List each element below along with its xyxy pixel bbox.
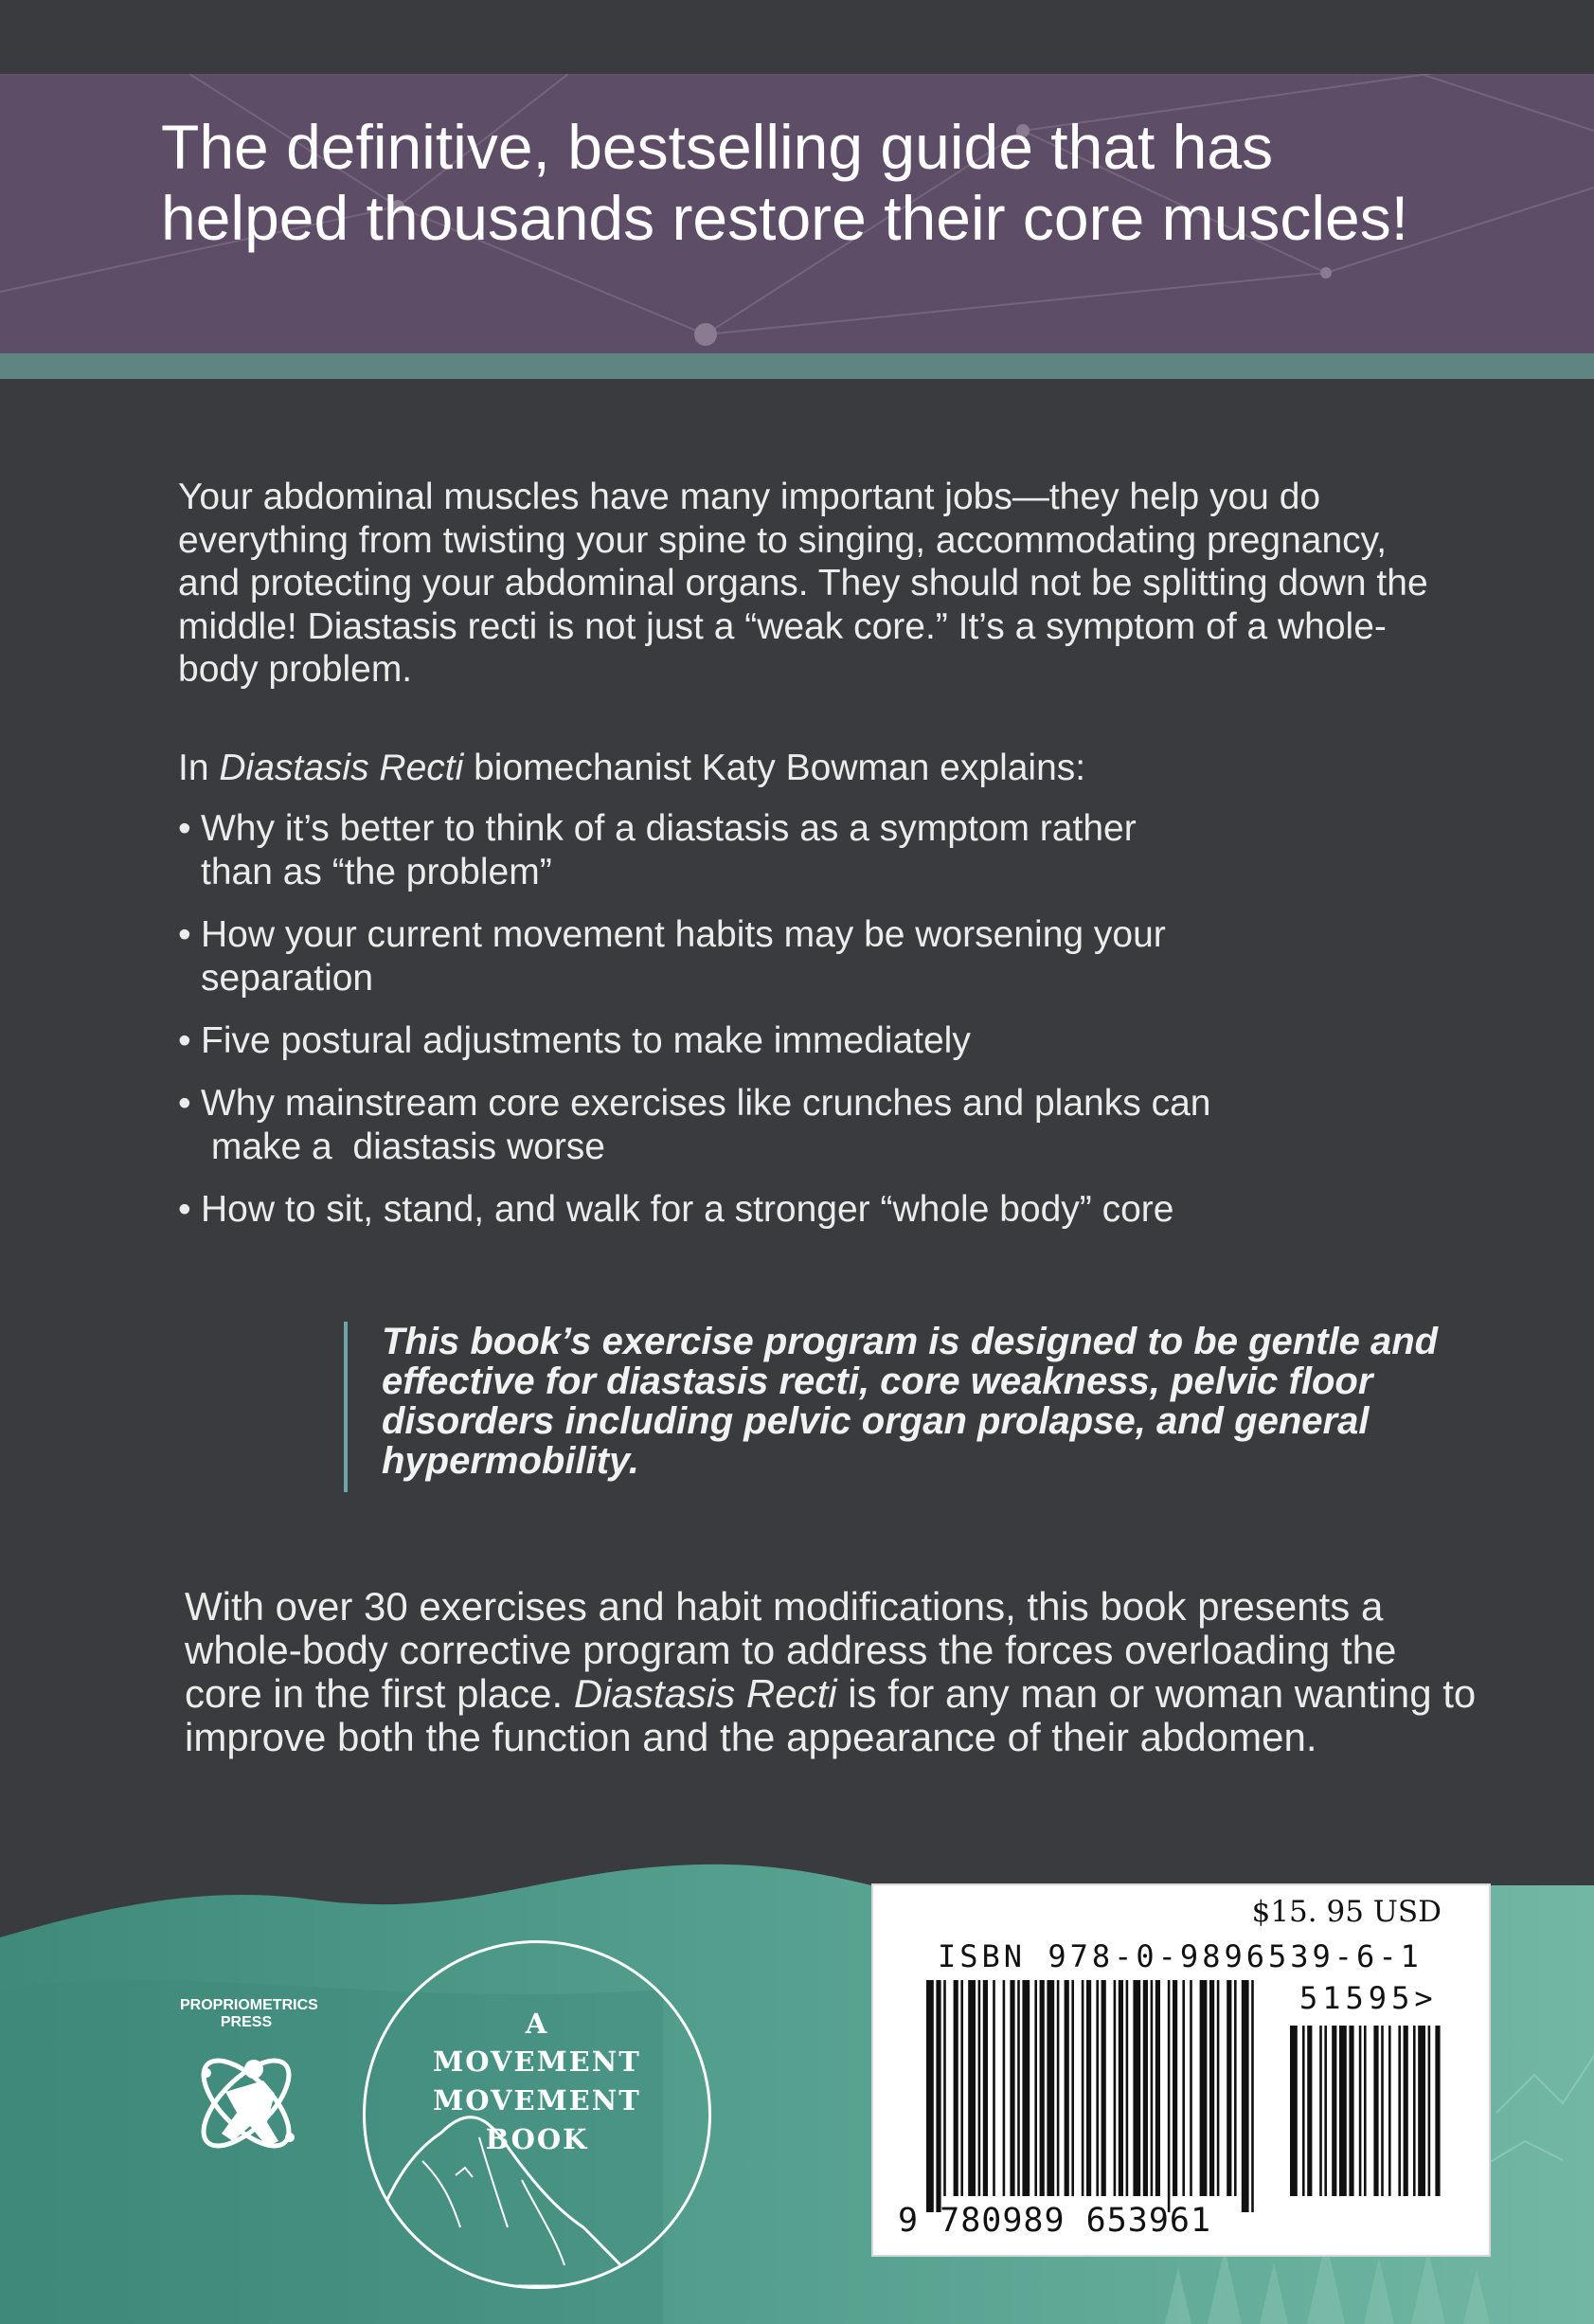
list-item (178, 1082, 1409, 1169)
barcode-bar (1227, 1980, 1231, 2196)
ean-digits: 9 780989 653961 (898, 2202, 1212, 2240)
barcode-bar (1017, 1980, 1020, 2196)
barcode-bar (1096, 1980, 1099, 2196)
pull-quote-text: This book’s exercise program is designed to be gentle and effective for diastasis recti, core weakness, pelvic floor disorders including pelvic organ prolapse, and general hypermobility. (382, 1321, 1439, 1482)
barcode-bar (1133, 1980, 1140, 2196)
explains-suffix: biomechanist Katy Bowman explains: (463, 748, 1086, 788)
barcode-bar (1217, 1980, 1220, 2196)
addon-bar (1359, 2026, 1362, 2196)
explains-prefix: In (178, 748, 220, 788)
addon-bar (1307, 2026, 1312, 2196)
addon-bar (1332, 2026, 1336, 2196)
publisher-name (180, 1997, 318, 2031)
barcode-bar (1003, 1980, 1006, 2196)
closing-suffix: is for any man or woman wanting to improve both the function and the appearance of their abdomen. (185, 1671, 1477, 1759)
badge-line-3: MOVEMENT (433, 2084, 641, 2117)
bullet-line-2: separation (201, 958, 374, 999)
bullet-line-1: Why mainstream core exercises like crunches and planks can (201, 1083, 1211, 1124)
barcode-bar (1086, 1980, 1091, 2196)
barcode-bar (1209, 1980, 1214, 2196)
addon-bar (1302, 2026, 1305, 2196)
closing-prefix: With over 30 exercises and habit modifications, this book presents a whole-body corrective program to address the forces overloading the core in the first place. (185, 1584, 1397, 1716)
bullet-line-1: How your current movement habits may be worsening your (201, 914, 1166, 955)
pull-quote (344, 1322, 1465, 1492)
headline-banner (0, 74, 1594, 353)
barcode-bar (1126, 1980, 1129, 2196)
barcode-bar (983, 1980, 988, 2196)
barcode-bars (873, 1885, 1489, 2255)
barcode-bar (960, 1980, 963, 2196)
barcode-bar (1114, 1980, 1117, 2196)
atom-figure-icon (188, 2035, 305, 2168)
publisher-logo (180, 1997, 318, 2177)
barcode-bar (1065, 1980, 1069, 2196)
addon-bar (1398, 2026, 1401, 2196)
addon-bar (1349, 2026, 1353, 2196)
bullet-line-1: Five postural adjustments to make immediately (201, 1020, 971, 1061)
addon-bar (1364, 2026, 1367, 2196)
addon-bar (1413, 2026, 1416, 2196)
barcode-bar (1168, 1980, 1171, 2212)
publisher-name-line-1: PROPRIOMETRICS (180, 1997, 318, 2013)
addon-bar (1435, 2026, 1440, 2196)
addon-bar (1404, 2026, 1408, 2196)
addon-bar (1381, 2026, 1384, 2196)
badge-line-2: MOVEMENT (433, 2045, 641, 2078)
isbn-barcode-block (871, 1883, 1491, 2257)
barcode-bar (1251, 1980, 1254, 2212)
addon-bar (1373, 2026, 1378, 2196)
movement-book-badge (363, 1940, 711, 2289)
bullet-line-2: make a diastasis worse (201, 1126, 606, 1167)
barcode-bar (1119, 1980, 1123, 2196)
barcode-bar (968, 1980, 976, 2196)
teal-divider-strip (0, 353, 1594, 379)
cover-headline: The definitive, bestselling guide that has helped thousands restore their core muscles! (161, 112, 1409, 253)
closing-paragraph (185, 1585, 1482, 1759)
bullet-marker: • (178, 1189, 191, 1230)
barcode-bar (1182, 1980, 1185, 2196)
barcode-bar (1190, 1980, 1192, 2196)
barcode-bar (1010, 1980, 1014, 2196)
barcode-bar (1242, 1980, 1249, 2212)
explains-line (178, 747, 1447, 790)
price-label: $15. 95 USD (1251, 1895, 1442, 1929)
addon-bar (1428, 2026, 1431, 2196)
barcode-bar (926, 1980, 934, 2212)
barcode-bar (1040, 1980, 1045, 2196)
addon-bar (1290, 2026, 1298, 2196)
price-addon-code: 51595> (1299, 1980, 1438, 2016)
barcode-bar (1173, 1980, 1177, 2196)
barcode-bar (1234, 1980, 1237, 2196)
barcode-bar (1101, 1980, 1106, 2196)
publisher-name-line-2: PRESS (220, 2014, 273, 2030)
bullet-marker: • (178, 1083, 191, 1124)
bullet-line-1: Why it’s better to think of a diastasis as a symptom rather (201, 808, 1137, 849)
barcode-bar (1071, 1980, 1074, 2196)
barcode-bar (1151, 1980, 1154, 2196)
barcode-bar (1034, 1980, 1037, 2196)
barcode-bar (1155, 1980, 1160, 2196)
barcode-bar (1143, 1980, 1148, 2196)
addon-bar (1319, 2026, 1322, 2196)
addon-bar (1339, 2026, 1347, 2196)
list-item (178, 1188, 1409, 1232)
list-item (178, 807, 1409, 894)
barcode-bar (1047, 1980, 1054, 2196)
addon-bar (1418, 2026, 1425, 2196)
book-title-inline: Diastasis Recti (573, 1671, 837, 1716)
addon-bar (1388, 2026, 1391, 2196)
barcode-bar (978, 1980, 981, 2196)
barcode-bar (1057, 1980, 1060, 2196)
barcode-bar (1082, 1980, 1084, 2196)
bullet-line-2: than as “the problem” (201, 852, 552, 892)
barcode-bar (1022, 1980, 1030, 2196)
key-points-list (178, 807, 1409, 1251)
badge-line-1: A (525, 2008, 549, 2040)
badge-line-4: BOOK (485, 2123, 589, 2155)
book-title-inline: Diastasis Recti (219, 748, 464, 788)
barcode-bar (1200, 1980, 1208, 2196)
barcode-bar (954, 1980, 958, 2196)
bullet-marker: • (178, 1020, 191, 1061)
bullet-marker: • (178, 808, 191, 849)
bullet-line-1: How to sit, stand, and walk for a stronger “whole body” core (201, 1189, 1174, 1230)
barcode-bar (936, 1980, 940, 2212)
addon-bar (1324, 2026, 1327, 2196)
list-item (178, 913, 1409, 1000)
barcode-bar (993, 1980, 995, 2196)
isbn-number: ISBN 978-0-9896539-6-1 (938, 1938, 1423, 1974)
list-item (178, 1019, 1409, 1063)
barcode-bar (943, 1980, 946, 2196)
intro-paragraph: Your abdominal muscles have many important jobs—they help you do everything from twisting your spine to singing, accommodating pregnancy, and protecting your abdominal organs. They should not be splitting down the middle! Diastasis recti is not just a “weak core.” It’s a symptom of a whole-body problem. (178, 477, 1428, 690)
bullet-marker: • (178, 914, 191, 955)
